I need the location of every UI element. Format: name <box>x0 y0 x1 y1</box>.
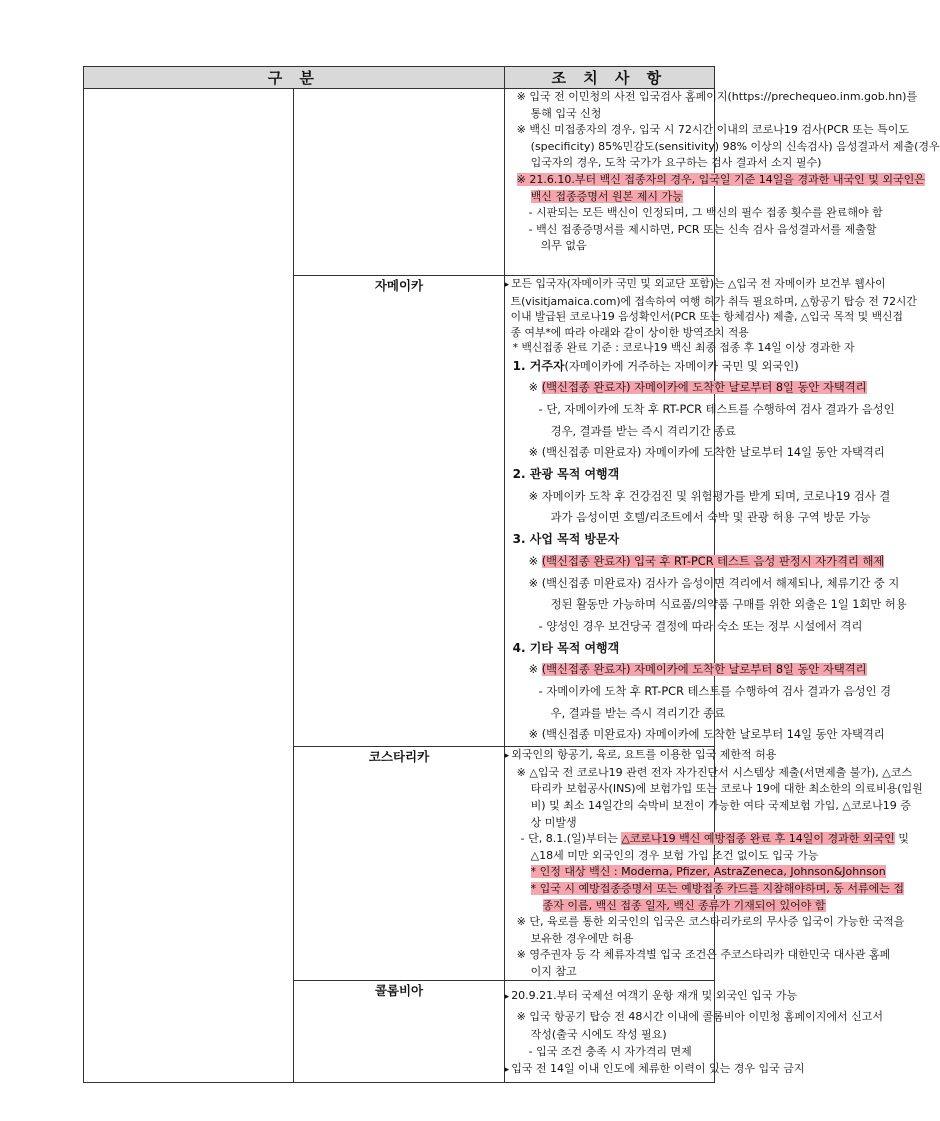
text-line: - 자메이카에 도착 후 RT-PCR 테스트를 수행하여 검사 결과가 음성인 경 <box>538 685 891 699</box>
text-line: ※ (백신접종 미완료자) 자메이카에 도착한 날로부터 14일 동안 자택격리 <box>528 446 885 460</box>
text-line: 타리카 보험공사(INS)에 보험가입 또는 코로나 19에 대한 최소한의 의료비용(입원 <box>530 782 923 796</box>
text-line: 상 미발생 <box>530 815 577 829</box>
header-row <box>84 67 715 89</box>
text-line: - 양성인 경우 보건당국 결정에 따라 숙소 또는 정부 시설에서 격리 <box>538 619 863 633</box>
text-line: 과가 음성이면 호텔/리조트에서 숙박 및 관광 허용 구역 방문 가능 <box>550 511 871 525</box>
highlighted-text: * 인정 대상 백신 : Moderna, Pfizer, AstraZeneca, Johnson&Johnson <box>530 865 886 879</box>
text-line: ※ (백신접종 미완료자) 자메이카에 도착한 날로부터 14일 동안 자택격리 <box>528 728 885 742</box>
text-line: (specificity) 85%민감도(sensitivity) 98% 이상의 신속검사) 음성결과서 제출(경우 <box>530 139 940 153</box>
text-line: - 시판되는 모든 백신이 인정되며, 그 백신의 필수 접종 횟수를 완료해야 함 <box>528 206 883 220</box>
text-line: 작성(출국 시에도 작성 필요) <box>530 1028 667 1042</box>
table-row <box>84 89 715 276</box>
text-fragment: 및 <box>894 832 909 846</box>
text-line: ※ 단, 육로를 통한 외국인의 입국은 코스타리카로의 무사증 입국이 가능한 국적을 <box>516 915 905 929</box>
header-category: 구 분 <box>84 67 505 89</box>
text-line: ※ (백신접종 미완료자) 검사가 음성이면 격리에서 해제되나, 체류기간 중 지 <box>528 576 900 590</box>
section-title: 3. 사업 목적 방문자 <box>512 532 620 547</box>
text-line: 이내 발급된 코로나19 음성확인서(PCR 또는 항체검사) 제출, △입국 목적 및 백신접 <box>510 310 903 323</box>
measures-cell-jamaica: ▸ 모든 입국자(자메이카 국민 및 외교단 포함)는 △입국 전 자메이카 보건부 웹사이 트(visitjamaica.com)에 접속하여 여행 허가 취득 필요하며, △항공기 탑승 전 72시간 이내 발급된 코로나19 음성확인서(PCR 또는 항체검사) 제출, △입국 목적 및 백신접 종 여부*에 따라 아래와 같이 상이한 방역조치 적용 * 백신접종 완료 기준 : 코로나19 백신 최종 접종 후 14일 이상 경과한 자 1. 거주자(자메이카에 거주하는 자메이카 국민 및 외국인) ※ (백신접종 완료자) 자메이카에 도착한 날로부터 8일 동안 자택격리 - 단, 자메이카에 도착 후 RT-PCR 테스트를 수행하여 검사 결과가 음성인 경우, 결과를 받는 즉시 격리기간 종료 ※ (백신접종 미완료자) 자메이카에 도착한 날로부터 14일 동안 자택격리 2. 관광 목적 여행객 ※ 자메이카 도착 후 건강검진 및 위험평가를 받게 되며, 코로나19 검사 결 과가 음성이면 호텔/리조트에서 숙박 및 관광 허용 구역 방문 가능 3. 사업 목적 방문자 ※ (백신접종 완료자) 입국 후 RT-PCR 테스트 음성 판정시 자가격리 해제 ※ (백신접종 미완료자) 검사가 음성이면 격리에서 해제되나, 체류기간 중 지 정된 활동만 가능하며 식료품/의약품 구매를 위한 외출은 1일 1회만 허용 - 양성인 경우 보건당국 결정에 따라 숙소 또는 정부 시설에서 격리 4. 기타 목적 여행객 ※ (백신접종 완료자) 자메이카에 도착한 날로부터 8일 동안 자택격리 - 자메이카에 도착 후 RT-PCR 테스트를 수행하여 검사 결과가 음성인 경 우, 결과를 받는 즉시 격리기간 종료 ※ (백신접종 미완료자) 자메이카에 도착한 날로부터 14일 동안 자택격리 <box>504 276 714 747</box>
text-line: - 백신 접종증명서를 제시하면, PCR 또는 신속 검사 음성결과서를 제출할 <box>528 222 877 236</box>
text-fragment: - 단, 8.1.(일)부터는 <box>520 832 622 846</box>
highlighted-text: (백신접종 완료자) 입국 후 RT-PCR 테스트 음성 판정시 자가격리 해제 <box>541 554 885 568</box>
measures-table <box>83 66 940 1083</box>
text-line: ▸ 모든 입국자(자메이카 국민 및 외교단 포함)는 △입국 전 자메이카 보건부 웹사이 <box>505 276 714 294</box>
text-line: - 단, 자메이카에 도착 후 RT-PCR 테스트를 수행하여 검사 결과가 음성인 <box>538 402 895 416</box>
text-line: ※ 입국 전 이민청의 사전 입국검사 홈페이지(https://prechequeo.inm.gob.hn)를 <box>516 90 918 103</box>
text-line: - 입국 조건 충족 시 자가격리 면제 <box>528 1045 692 1059</box>
text-line: 통해 입국 신청 <box>530 106 602 120</box>
text-line: 입국자의 경우, 도착 국가가 요구하는 검사 결과서 소지 필수) <box>530 156 822 170</box>
text-line: 경우, 결과를 받는 즉시 격리기간 종료 <box>550 424 736 438</box>
text-line: ▸ 입국 전 14일 이내 인도에 체류한 이력이 있는 경우 입국 금지 <box>505 1060 714 1079</box>
highlighted-text: * 입국 시 예방접종증명서 또는 예방접종 카드를 지참해야하며, 동 서류에는 접 <box>530 881 905 895</box>
header-measures: 조 치 사 항 <box>504 67 714 89</box>
section-title: 1. 거주자 <box>512 358 565 373</box>
text-line: ※ △입국 전 코로나19 관련 전자 자가진단서 시스템상 제출(서면제출 불가), △코스 <box>516 765 912 779</box>
text-line: ※ 영주권자 등 각 체류자격별 입국 조건은 주코스타리카 대한민국 대사관 홈페 <box>516 948 891 962</box>
text-line: * 백신접종 완료 기준 : 코로나19 백신 최종 접종 후 14일 이상 경과한 자 <box>512 341 855 354</box>
text-line: 종 여부*에 따라 아래와 같이 상이한 방역조치 적용 <box>510 325 749 339</box>
section-title: 2. 관광 목적 여행객 <box>512 467 620 482</box>
text-line: 보유한 경우에만 허용 <box>530 931 634 945</box>
measures-cell-colombia <box>504 981 883 1083</box>
text-line: 이지 참고 <box>530 964 577 978</box>
text-line: 정된 활동만 가능하며 식료품/의약품 구매를 위한 외출은 1일 1회만 허용 <box>550 598 907 612</box>
text-line: 비) 및 최소 14일간의 숙박비 보전이 가능한 여타 국제보험 가입, △코로나19 증 <box>530 798 911 812</box>
text-line: ※ 입국 항공기 탑승 전 48시간 이내에 콜롬비아 이민청 홈페이지에서 신고서 <box>516 1010 883 1024</box>
measures-cell-honduras <box>504 89 940 276</box>
highlighted-text: (백신접종 완료자) 자메이카에 도착한 날로부터 8일 동안 자택격리 <box>541 663 867 677</box>
highlighted-text: (백신접종 완료자) 자메이카에 도착한 날로부터 8일 동안 자택격리 <box>541 381 867 395</box>
text-line: △18세 미만 외국인의 경우 보험 가입 조건 없이도 입국 가능 <box>530 848 819 862</box>
text-line: 트(visitjamaica.com)에 접속하여 여행 허가 취득 필요하며, △항공기 탑승 전 72시간 <box>510 294 917 308</box>
measures-cell-costarica <box>504 747 923 981</box>
country-cell-honduras <box>294 89 504 276</box>
text-line: ※ 백신 미접종자의 경우, 입국 시 72시간 이내의 코로나19 검사(PCR 또는 특이도 <box>516 123 909 137</box>
highlighted-text: 백신 접종증명서 원본 제시 가능 <box>530 189 683 203</box>
country-cell-colombia: 콜롬비아 <box>294 981 504 1083</box>
text-line: ▸ 외국인의 항공기, 육로, 요트를 이용한 입국 제한적 허용 <box>505 747 714 765</box>
highlighted-text: ※ 21.6.10.부터 백신 접종자의 경우, 입국일 기준 14일을 경과한 내국인 및 외국인은 <box>516 172 925 186</box>
country-cell-costarica: 코스타리카 <box>294 747 504 981</box>
text-line: 우, 결과를 받는 즉시 격리기간 종료 <box>550 706 725 720</box>
region-blank-cell <box>84 89 294 1083</box>
text-line: ▸ 20.9.21.부터 국제선 여객기 운항 재개 및 외국인 입국 가능 <box>505 986 714 1007</box>
country-cell-jamaica: 자메이카 <box>294 276 504 747</box>
text-line: 의무 없음 <box>540 239 587 253</box>
text-line: ※ 자메이카 도착 후 건강검진 및 위험평가를 받게 되며, 코로나19 검사 결 <box>528 489 891 503</box>
highlighted-text: 종자 이름, 백신 접종 일자, 백신 종류가 기재되어 있어야 함 <box>542 898 826 912</box>
section-desc: (자메이카에 거주하는 자메이카 국민 및 외국인) <box>564 359 799 373</box>
highlighted-text: △코로나19 백신 예방접종 완료 후 14일이 경과한 외국인 <box>621 832 895 846</box>
section-title: 4. 기타 목적 여행객 <box>512 640 620 655</box>
